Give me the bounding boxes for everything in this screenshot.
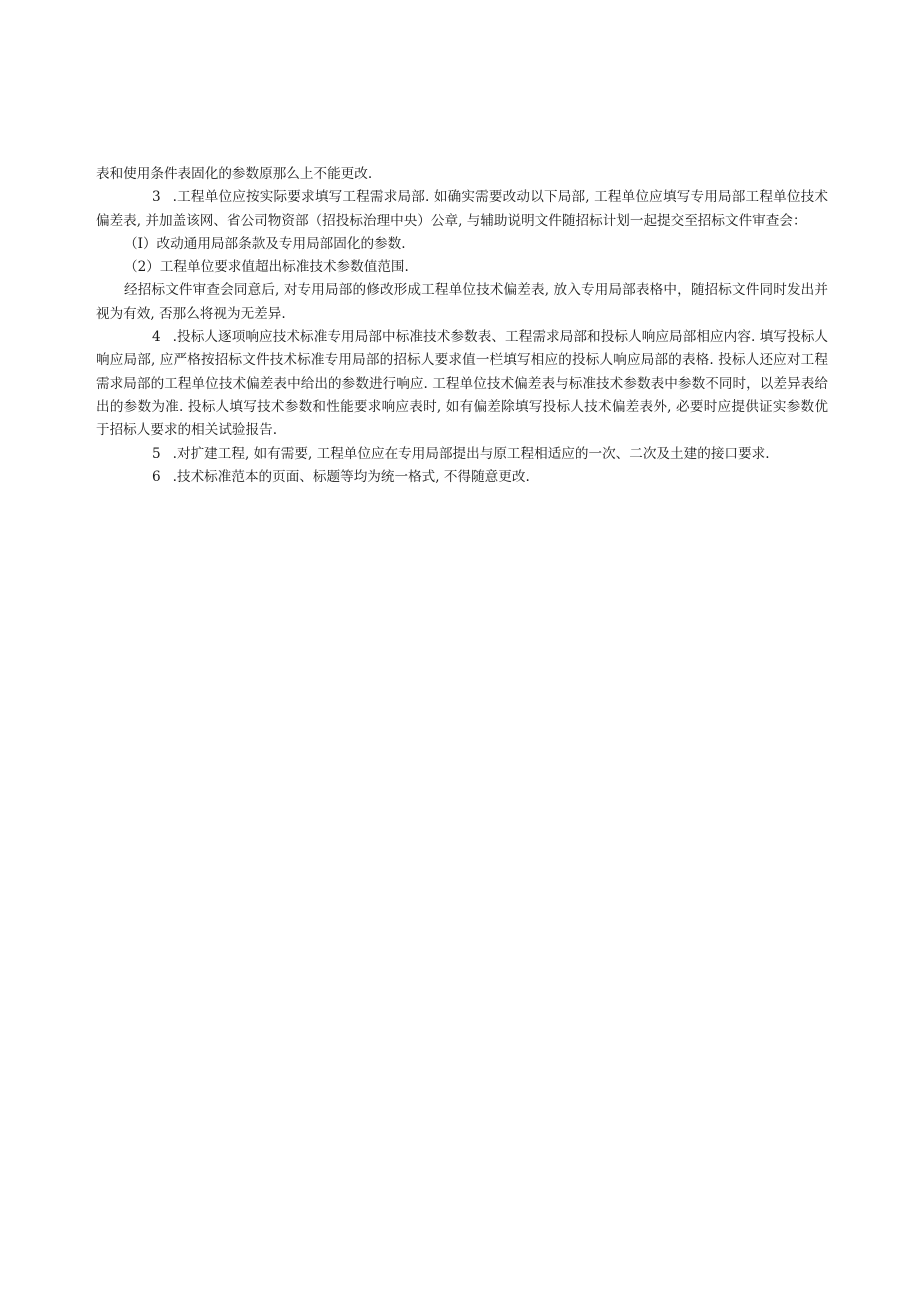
paragraph-text: 经招标文件审查会同意后, 对专用局部的修改形成工程单位技术偏差表, 放入专用局部表格中，随招标文件同时发出并视为有效, 否那么将视为无差异.: [96, 282, 828, 322]
item-number: 4: [152, 329, 161, 346]
item-number: 3: [152, 189, 161, 206]
paragraph-approval-note: [96, 279, 828, 326]
paragraph-subitem-1: [96, 233, 828, 256]
paragraph-text: （I）改动通用局部条款及专用局部固化的参数.: [124, 235, 406, 252]
paragraph-item-6: [96, 466, 828, 489]
paragraph-subitem-2: [96, 256, 828, 279]
document-body: [96, 163, 828, 489]
paragraph-text: .对扩建工程, 如有需要, 工程单位应在专用局部提出与原工程相适应的一次、二次及土建的接口要求.: [172, 445, 770, 462]
paragraph-text: .技术标准范本的页面、标题等均为统一格式, 不得随意更改.: [172, 468, 530, 485]
item-number: 5: [152, 445, 161, 462]
paragraph-item-4: [96, 326, 828, 442]
paragraph-text: （2）工程单位要求值超出标准技术参数值范围.: [124, 259, 409, 276]
paragraph-item-5: [96, 443, 828, 466]
paragraph-continuation: [96, 163, 828, 186]
paragraph-text: .工程单位应按实际要求填写工程需求局部. 如确实需要改动以下局部, 工程单位应填写专用局部工程单位技术偏差表, 并加盖该网、省公司物资部（招投标治理中央）公章, 与辅助说明文件随招标计划一起提交至招标文件审查会：: [96, 189, 828, 229]
paragraph-text: 表和使用条件表固化的参数原那么上不能更改.: [96, 166, 373, 182]
paragraph-text: .投标人逐项响应技术标准专用局部中标准技术参数表、工程需求局部和投标人响应局部相应内容. 填写投标人响应局部, 应严格按招标文件技术标准专用局部的招标人要求值一栏填写相应的投标人响应局部的表格. 投标人还应对工程需求局部的工程单位技术偏差表中给出的参数进行响应. 工程单位技术偏差表与标准技术参数表中参数不同时，以差异表给出的参数为准. 投标人填写技术参数和性能要求响应表时, 如有偏差除填写投标人技术偏差表外, 必要时应提供证实参数优于招标人要求的相关试验报告.: [96, 329, 828, 439]
paragraph-item-3: [96, 186, 828, 233]
item-number: 6: [152, 468, 161, 485]
